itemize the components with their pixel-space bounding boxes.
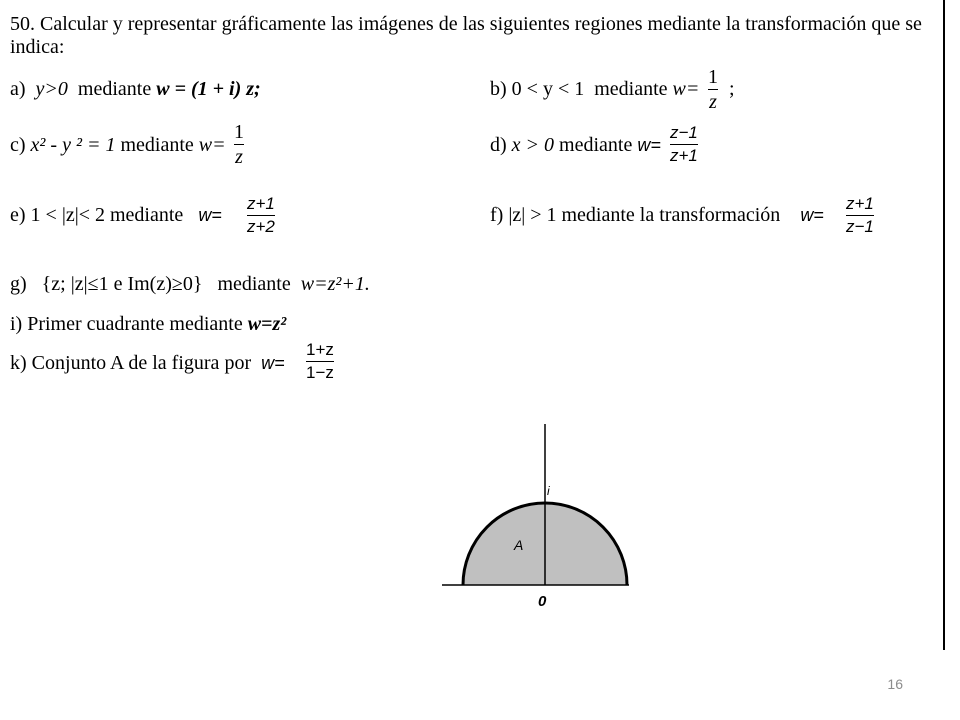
fraction-f: z+1 z−1 xyxy=(846,194,874,236)
region-figure xyxy=(420,420,650,620)
problem-title: 50. Calcular y representar gráficamente las imágenes de las siguientes regiones mediante la transformación que se indica: xyxy=(10,13,922,58)
item-e: e) 1 < |z|< 2 mediante w= xyxy=(10,204,222,226)
origin-label: 0 xyxy=(538,593,547,610)
item-k: k) Conjunto A de la figura por w= xyxy=(10,352,285,374)
fraction-d: z−1 z+1 xyxy=(670,123,698,165)
item-g: g) {z; |z|≤1 e Im(z)≥0} mediante w=z²+1. xyxy=(10,273,370,295)
item-a: a) y>0 mediante w = (1 + i) z; xyxy=(10,78,261,100)
item-d: d) x > 0 mediante w= xyxy=(490,134,661,156)
fraction-c: 1 z xyxy=(234,121,244,168)
page-number: 16 xyxy=(887,676,903,692)
region-label-a: A xyxy=(514,537,524,553)
imaginary-unit-label: i xyxy=(547,484,550,498)
fraction-e: z+1 z+2 xyxy=(247,194,275,236)
fraction-k: 1+z 1−z xyxy=(306,340,334,382)
item-b: b) 0 < y < 1 mediante w= xyxy=(490,78,700,100)
item-c: c) x² - y ² = 1 mediante w= xyxy=(10,134,226,156)
fraction-b: 1 z xyxy=(708,66,718,113)
item-f: f) |z| > 1 mediante la transformación w= xyxy=(490,204,824,226)
item-i: i) Primer cuadrante mediante w=z² xyxy=(10,313,287,335)
item-b-tail: ; xyxy=(729,78,735,100)
